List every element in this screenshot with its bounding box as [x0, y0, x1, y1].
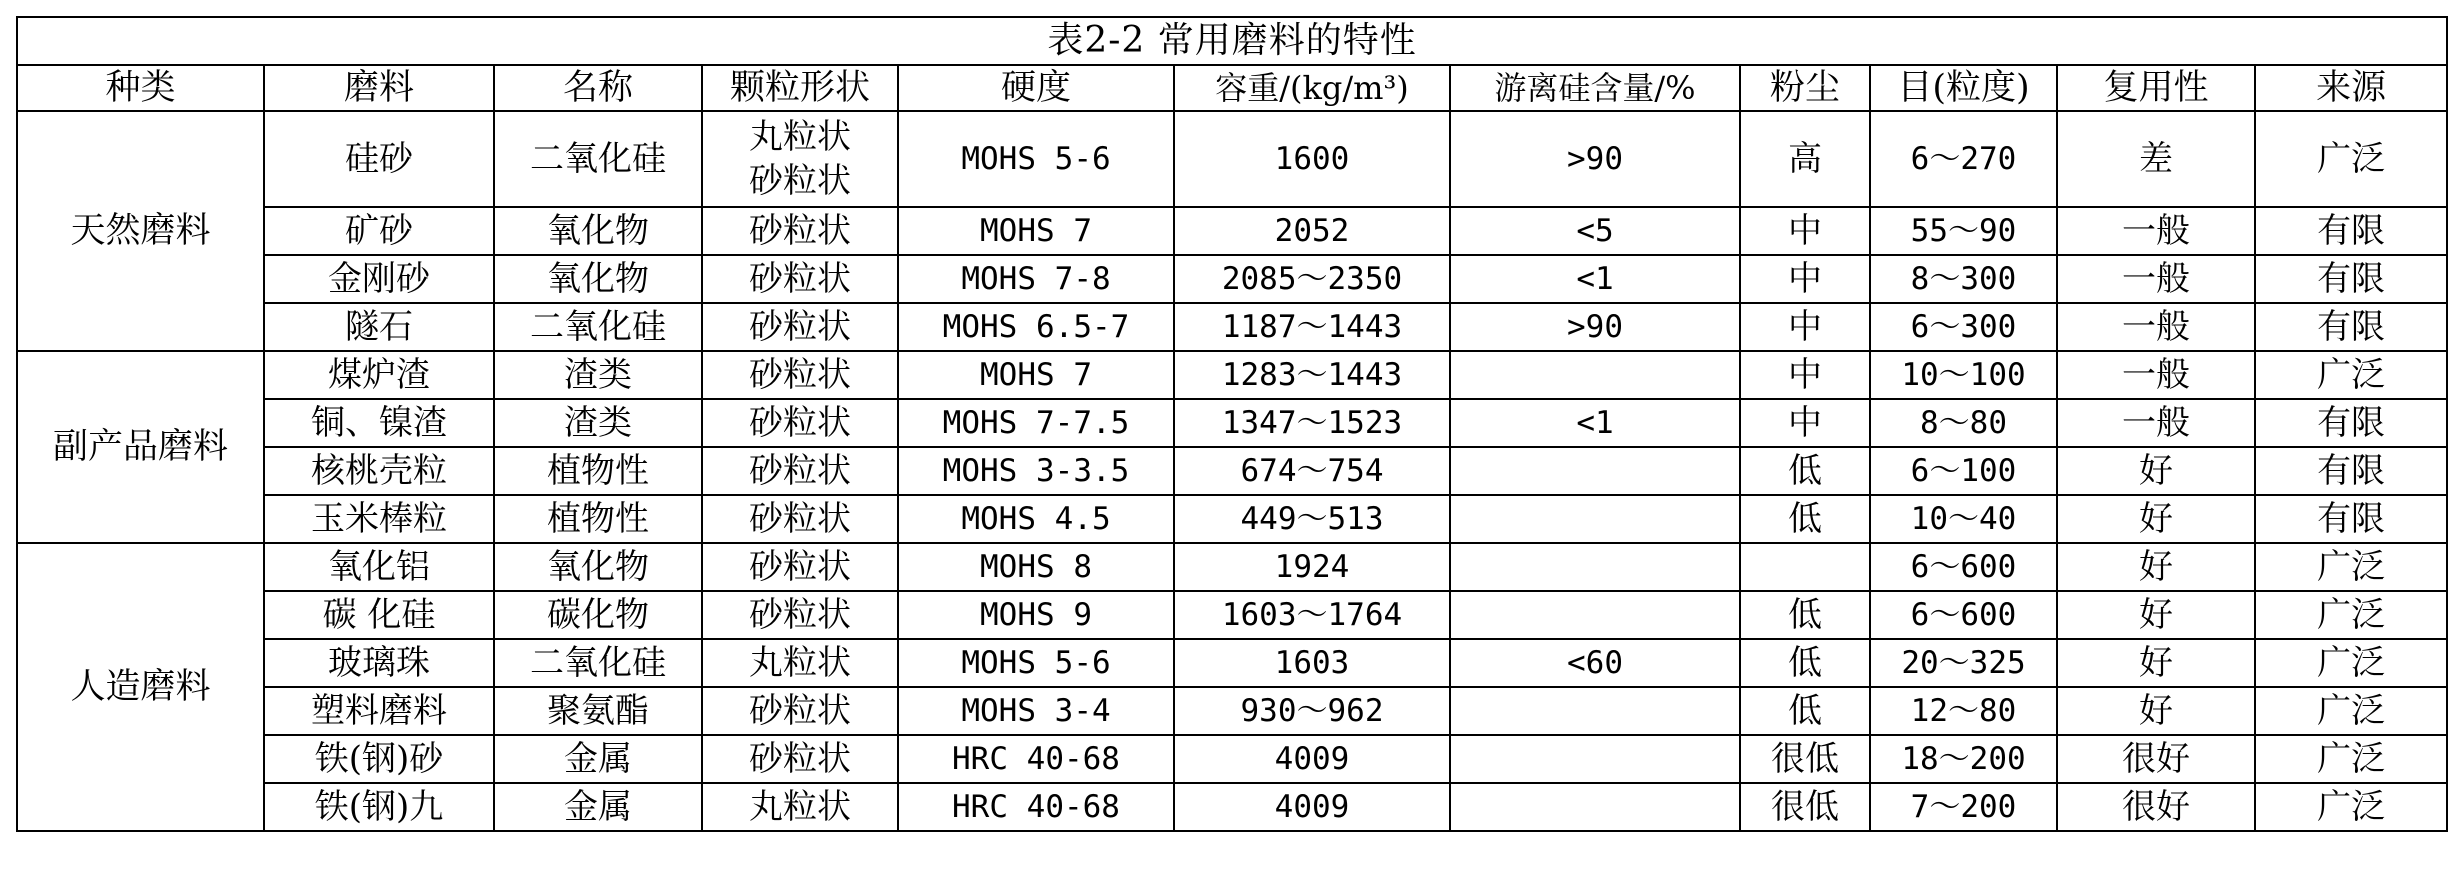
source-cell: 广泛 [2255, 687, 2447, 735]
shape-cell: 砂粒状 [702, 687, 898, 735]
density-cell: 4009 [1174, 735, 1450, 783]
density-cell: 1283～1443 [1174, 351, 1450, 399]
table-row [17, 207, 2447, 255]
header-density: 容重/(kg/m³) [1174, 65, 1450, 111]
shape-cell: 砂粒状 [702, 255, 898, 303]
source-cell: 广泛 [2255, 783, 2447, 831]
reusability-cell: 好 [2057, 639, 2255, 687]
hardness-cell: HRC 40-68 [898, 783, 1174, 831]
abrasive-properties-sheet [16, 16, 2446, 832]
abrasive-properties-table [16, 16, 2448, 832]
table-row [17, 255, 2447, 303]
material-name-cell: 二氧化硅 [494, 639, 702, 687]
mesh-cell: 6～100 [1870, 447, 2057, 495]
source-cell: 广泛 [2255, 543, 2447, 591]
hardness-cell: MOHS 5-6 [898, 111, 1174, 207]
table-row [17, 495, 2447, 543]
abrasive-cell: 玉米棒粒 [264, 495, 494, 543]
table-row [17, 783, 2447, 831]
dust-cell: 中 [1740, 207, 1870, 255]
dust-cell: 低 [1740, 447, 1870, 495]
abrasive-cell: 铁(钢)砂 [264, 735, 494, 783]
reusability-cell: 很好 [2057, 735, 2255, 783]
shape-cell: 砂粒状 [702, 735, 898, 783]
free-silica-cell: <1 [1450, 255, 1740, 303]
hardness-cell: MOHS 5-6 [898, 639, 1174, 687]
shape-cell: 砂粒状 [702, 447, 898, 495]
header-free-silica: 游离硅含量/% [1450, 65, 1740, 111]
reusability-cell: 好 [2057, 495, 2255, 543]
mesh-cell: 55～90 [1870, 207, 2057, 255]
dust-cell: 低 [1740, 495, 1870, 543]
shape-cell: 丸粒状 [702, 639, 898, 687]
mesh-cell: 7～200 [1870, 783, 2057, 831]
table-row [17, 303, 2447, 351]
material-name-cell: 氧化物 [494, 543, 702, 591]
reusability-cell: 差 [2057, 111, 2255, 207]
abrasive-cell: 塑料磨料 [264, 687, 494, 735]
table-row [17, 447, 2447, 495]
header-category: 种类 [17, 65, 264, 111]
table-row [17, 591, 2447, 639]
hardness-cell: MOHS 4.5 [898, 495, 1174, 543]
reusability-cell: 好 [2057, 591, 2255, 639]
abrasive-cell: 碳 化硅 [264, 591, 494, 639]
header-dust: 粉尘 [1740, 65, 1870, 111]
mesh-cell: 6～600 [1870, 591, 2057, 639]
abrasive-cell: 铜、镍渣 [264, 399, 494, 447]
material-name-cell: 金属 [494, 735, 702, 783]
source-cell: 广泛 [2255, 351, 2447, 399]
source-cell: 广泛 [2255, 111, 2447, 207]
hardness-cell: MOHS 7 [898, 351, 1174, 399]
hardness-cell: MOHS 7-8 [898, 255, 1174, 303]
shape-cell: 砂粒状 [702, 351, 898, 399]
header-source: 来源 [2255, 65, 2447, 111]
hardness-cell: HRC 40-68 [898, 735, 1174, 783]
free-silica-cell: <1 [1450, 399, 1740, 447]
mesh-cell: 20～325 [1870, 639, 2057, 687]
mesh-cell: 6～270 [1870, 111, 2057, 207]
abrasive-cell: 玻璃珠 [264, 639, 494, 687]
header-shape: 颗粒形状 [702, 65, 898, 111]
category-cell: 人造磨料 [17, 543, 264, 831]
abrasive-cell: 隧石 [264, 303, 494, 351]
abrasive-cell: 氧化铝 [264, 543, 494, 591]
density-cell: 930～962 [1174, 687, 1450, 735]
table-row [17, 111, 2447, 207]
abrasive-cell: 煤炉渣 [264, 351, 494, 399]
shape-line: 砂粒状 [749, 161, 851, 201]
shape-cell: 丸粒状 [702, 783, 898, 831]
material-name-cell: 氧化物 [494, 207, 702, 255]
shape-cell: 砂粒状 [702, 207, 898, 255]
reusability-cell: 好 [2057, 687, 2255, 735]
shape-cell [702, 111, 898, 207]
dust-cell: 低 [1740, 639, 1870, 687]
density-cell: 4009 [1174, 783, 1450, 831]
material-name-cell: 氧化物 [494, 255, 702, 303]
dust-cell: 中 [1740, 351, 1870, 399]
free-silica-cell [1450, 447, 1740, 495]
dust-cell: 中 [1740, 255, 1870, 303]
table-row [17, 735, 2447, 783]
header-mesh: 目(粒度) [1870, 65, 2057, 111]
table-row [17, 399, 2447, 447]
table-title: 表2-2 常用磨料的特性 [17, 17, 2447, 65]
mesh-cell: 10～40 [1870, 495, 2057, 543]
density-cell: 1600 [1174, 111, 1450, 207]
mesh-cell: 8～300 [1870, 255, 2057, 303]
density-cell: 1603～1764 [1174, 591, 1450, 639]
dust-cell: 很低 [1740, 783, 1870, 831]
mesh-cell: 18～200 [1870, 735, 2057, 783]
reusability-cell: 很好 [2057, 783, 2255, 831]
abrasive-cell: 硅砂 [264, 111, 494, 207]
table-row [17, 351, 2447, 399]
source-cell: 广泛 [2255, 735, 2447, 783]
hardness-cell: MOHS 8 [898, 543, 1174, 591]
abrasive-cell: 核桃壳粒 [264, 447, 494, 495]
material-name-cell: 聚氨酯 [494, 687, 702, 735]
material-name-cell: 植物性 [494, 495, 702, 543]
source-cell: 有限 [2255, 495, 2447, 543]
free-silica-cell [1450, 735, 1740, 783]
material-name-cell: 植物性 [494, 447, 702, 495]
shape-cell: 砂粒状 [702, 591, 898, 639]
free-silica-cell [1450, 495, 1740, 543]
header-name: 名称 [494, 65, 702, 111]
free-silica-cell [1450, 591, 1740, 639]
mesh-cell: 12～80 [1870, 687, 2057, 735]
header-hardness: 硬度 [898, 65, 1174, 111]
shape-cell: 砂粒状 [702, 495, 898, 543]
shape-cell: 砂粒状 [702, 399, 898, 447]
source-cell: 有限 [2255, 399, 2447, 447]
reusability-cell: 一般 [2057, 303, 2255, 351]
table-row [17, 687, 2447, 735]
source-cell: 有限 [2255, 255, 2447, 303]
density-cell: 1603 [1174, 639, 1450, 687]
header-reusability: 复用性 [2057, 65, 2255, 111]
category-cell: 副产品磨料 [17, 351, 264, 543]
density-cell: 449～513 [1174, 495, 1450, 543]
reusability-cell: 一般 [2057, 399, 2255, 447]
mesh-cell: 6～600 [1870, 543, 2057, 591]
mesh-cell: 8～80 [1870, 399, 2057, 447]
free-silica-cell: <5 [1450, 207, 1740, 255]
abrasive-cell: 矿砂 [264, 207, 494, 255]
hardness-cell: MOHS 7-7.5 [898, 399, 1174, 447]
hardness-cell: MOHS 3-4 [898, 687, 1174, 735]
free-silica-cell [1450, 351, 1740, 399]
hardness-cell: MOHS 3-3.5 [898, 447, 1174, 495]
density-cell: 2085～2350 [1174, 255, 1450, 303]
table-row [17, 543, 2447, 591]
source-cell: 有限 [2255, 447, 2447, 495]
mesh-cell: 10～100 [1870, 351, 2057, 399]
density-cell: 1924 [1174, 543, 1450, 591]
reusability-cell: 一般 [2057, 207, 2255, 255]
header-row [17, 65, 2447, 111]
abrasive-cell: 铁(钢)九 [264, 783, 494, 831]
density-cell: 674～754 [1174, 447, 1450, 495]
table-row [17, 639, 2447, 687]
material-name-cell: 渣类 [494, 399, 702, 447]
reusability-cell: 好 [2057, 447, 2255, 495]
material-name-cell: 碳化物 [494, 591, 702, 639]
source-cell: 广泛 [2255, 639, 2447, 687]
category-cell: 天然磨料 [17, 111, 264, 351]
free-silica-cell [1450, 543, 1740, 591]
dust-cell: 高 [1740, 111, 1870, 207]
dust-cell: 低 [1740, 687, 1870, 735]
hardness-cell: MOHS 9 [898, 591, 1174, 639]
material-name-cell: 渣类 [494, 351, 702, 399]
dust-cell: 中 [1740, 399, 1870, 447]
abrasive-cell: 金刚砂 [264, 255, 494, 303]
density-cell: 2052 [1174, 207, 1450, 255]
dust-cell: 低 [1740, 591, 1870, 639]
dust-cell [1740, 543, 1870, 591]
material-name-cell: 金属 [494, 783, 702, 831]
hardness-cell: MOHS 6.5-7 [898, 303, 1174, 351]
free-silica-cell [1450, 783, 1740, 831]
free-silica-cell: >90 [1450, 303, 1740, 351]
source-cell: 有限 [2255, 207, 2447, 255]
shape-cell: 砂粒状 [702, 543, 898, 591]
dust-cell: 很低 [1740, 735, 1870, 783]
reusability-cell: 一般 [2057, 255, 2255, 303]
source-cell: 有限 [2255, 303, 2447, 351]
shape-line: 丸粒状 [749, 117, 851, 157]
reusability-cell: 一般 [2057, 351, 2255, 399]
hardness-cell: MOHS 7 [898, 207, 1174, 255]
material-name-cell: 二氧化硅 [494, 111, 702, 207]
dust-cell: 中 [1740, 303, 1870, 351]
material-name-cell: 二氧化硅 [494, 303, 702, 351]
reusability-cell: 好 [2057, 543, 2255, 591]
source-cell: 广泛 [2255, 591, 2447, 639]
header-abrasive: 磨料 [264, 65, 494, 111]
density-cell: 1187～1443 [1174, 303, 1450, 351]
free-silica-cell [1450, 687, 1740, 735]
mesh-cell: 6～300 [1870, 303, 2057, 351]
shape-cell: 砂粒状 [702, 303, 898, 351]
density-cell: 1347～1523 [1174, 399, 1450, 447]
free-silica-cell: >90 [1450, 111, 1740, 207]
free-silica-cell: <60 [1450, 639, 1740, 687]
